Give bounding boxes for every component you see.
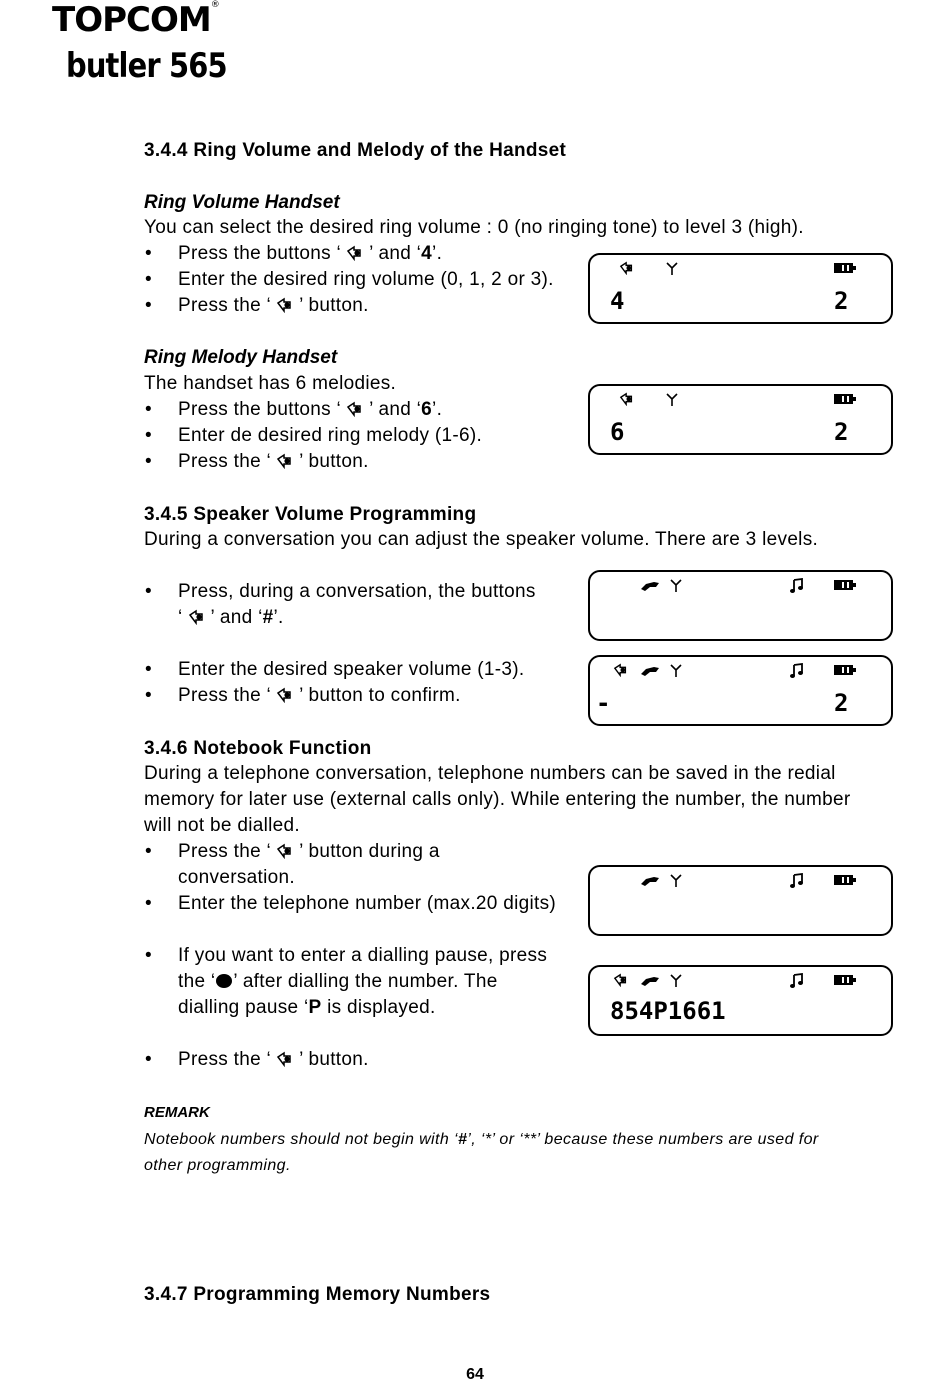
menu-key-icon [275, 297, 295, 313]
lcd-ring-melody [588, 384, 893, 455]
music-note-icon [790, 663, 804, 679]
bullet: • [145, 295, 152, 316]
bullet: • [145, 425, 152, 446]
menu-key-icon [275, 687, 295, 703]
lcd-speaker-volume [588, 655, 893, 726]
battery-icon [834, 975, 856, 985]
bullet: • [145, 581, 152, 602]
music-note-icon [790, 578, 804, 594]
handset-icon [640, 875, 660, 887]
bullet: • [145, 685, 152, 706]
bullet: • [145, 451, 152, 472]
ring-volume-step-3: • Press the ‘ ’ button. [145, 295, 369, 316]
antenna-icon [666, 262, 678, 276]
ring-melody-title: Ring Melody Handset [144, 347, 338, 368]
speaker-step-1-cont: ‘ ’ and ‘#’. [178, 607, 284, 628]
menu-symbol-icon [616, 392, 638, 406]
speaker-volume-intro: During a conversation you can adjust the speaker volume. There are 3 levels. [144, 529, 819, 550]
brand-logo: TOPCOM® [52, 0, 219, 40]
bullet: • [145, 269, 152, 290]
menu-key-icon [275, 453, 295, 469]
ring-volume-step-2: • Enter the desired ring volume (0, 1, 2 or 3). [145, 269, 554, 290]
battery-icon [834, 394, 856, 404]
ring-melody-intro: The handset has 6 melodies. [144, 373, 397, 394]
section-heading-345: 3.4.5 Speaker Volume Programming [144, 504, 477, 525]
handset-icon [640, 580, 660, 592]
lcd-right-value: 2 [834, 689, 850, 717]
menu-symbol-icon [610, 663, 632, 677]
lcd-ring-volume [588, 253, 893, 324]
antenna-icon [670, 874, 682, 888]
music-note-icon [790, 873, 804, 889]
bullet: • [145, 399, 152, 420]
battery-icon [834, 665, 856, 675]
ring-melody-step-1: • Press the buttons ‘ ’ and ‘6’. [145, 399, 443, 420]
notebook-step-4: • Press the ‘ ’ button. [145, 1049, 369, 1070]
notebook-step-3-cont: the ‘ ’ after dialling the number. The [178, 971, 498, 992]
speaker-step-2: • Enter the desired speaker volume (1-3). [145, 659, 525, 680]
battery-icon [834, 263, 856, 273]
bullet: • [145, 1049, 152, 1070]
lcd-left-value: - [596, 689, 612, 717]
notebook-step-1: • Press the ‘ ’ button during a [145, 841, 440, 862]
handset-icon [640, 665, 660, 677]
notebook-intro-1: During a telephone conversation, telephone numbers can be saved in the redial [144, 763, 836, 784]
lcd-left-value: 6 [610, 418, 626, 446]
handset-icon [640, 975, 660, 987]
antenna-icon [666, 393, 678, 407]
bullet: • [145, 945, 152, 966]
battery-icon [834, 875, 856, 885]
menu-key-icon [275, 843, 295, 859]
ring-volume-title: Ring Volume Handset [144, 192, 340, 213]
lcd-call-active [588, 570, 893, 641]
lcd-left-value: 4 [610, 287, 626, 315]
lcd-right-value: 2 [834, 287, 850, 315]
menu-key-icon [275, 1051, 295, 1067]
menu-symbol-icon [616, 261, 638, 275]
section-heading-346: 3.4.6 Notebook Function [144, 738, 372, 759]
remark-line-2: other programming. [144, 1157, 291, 1174]
music-note-icon [790, 973, 804, 989]
antenna-icon [670, 974, 682, 988]
speaker-step-1: • Press, during a conversation, the buttons [145, 581, 536, 602]
bullet: • [145, 841, 152, 862]
speaker-step-3: • Press the ‘ ’ button to confirm. [145, 685, 461, 706]
page-number: 64 [466, 1366, 484, 1383]
notebook-step-3: • If you want to enter a dialling pause, press [145, 945, 548, 966]
bullet: • [145, 243, 152, 264]
lcd-number-value: 854P1661 [610, 997, 726, 1025]
model-logo: butler 565 [66, 46, 227, 86]
notebook-step-2: • Enter the telephone number (max.20 digits) [145, 893, 557, 914]
lcd-right-value: 2 [834, 418, 850, 446]
remark-title: REMARK [144, 1104, 210, 1121]
notebook-step-3-cont-2: dialling pause ‘P is displayed. [178, 997, 436, 1018]
bullet: • [145, 893, 152, 914]
ring-melody-step-2: • Enter de desired ring melody (1-6). [145, 425, 483, 446]
ring-volume-intro: You can select the desired ring volume : 0 (no ringing tone) to level 3 (high). [144, 217, 804, 238]
bullet: • [145, 659, 152, 680]
notebook-step-1-cont: conversation. [178, 867, 295, 888]
notebook-intro-3: will not be dialled. [144, 815, 300, 836]
antenna-icon [670, 579, 682, 593]
ring-volume-step-1: • Press the buttons ‘ ’ and ‘4’. [145, 243, 443, 264]
pause-key-icon [216, 974, 232, 988]
lcd-notebook-number [588, 965, 893, 1036]
section-heading-347: 3.4.7 Programming Memory Numbers [144, 1284, 491, 1305]
menu-key-icon [187, 609, 207, 625]
menu-key-icon [345, 245, 365, 261]
menu-key-icon [345, 401, 365, 417]
lcd-notebook-call [588, 865, 893, 936]
remark-line-1: Notebook numbers should not begin with ‘#’, ‘*’ or ‘**’ because these numbers are used for [144, 1131, 819, 1148]
menu-symbol-icon [610, 973, 632, 987]
ring-melody-step-3: • Press the ‘ ’ button. [145, 451, 369, 472]
notebook-intro-2: memory for later use (external calls only). While entering the number, the number [144, 789, 851, 810]
antenna-icon [670, 664, 682, 678]
battery-icon [834, 580, 856, 590]
section-heading-344: 3.4.4 Ring Volume and Melody of the Handset [144, 140, 567, 161]
